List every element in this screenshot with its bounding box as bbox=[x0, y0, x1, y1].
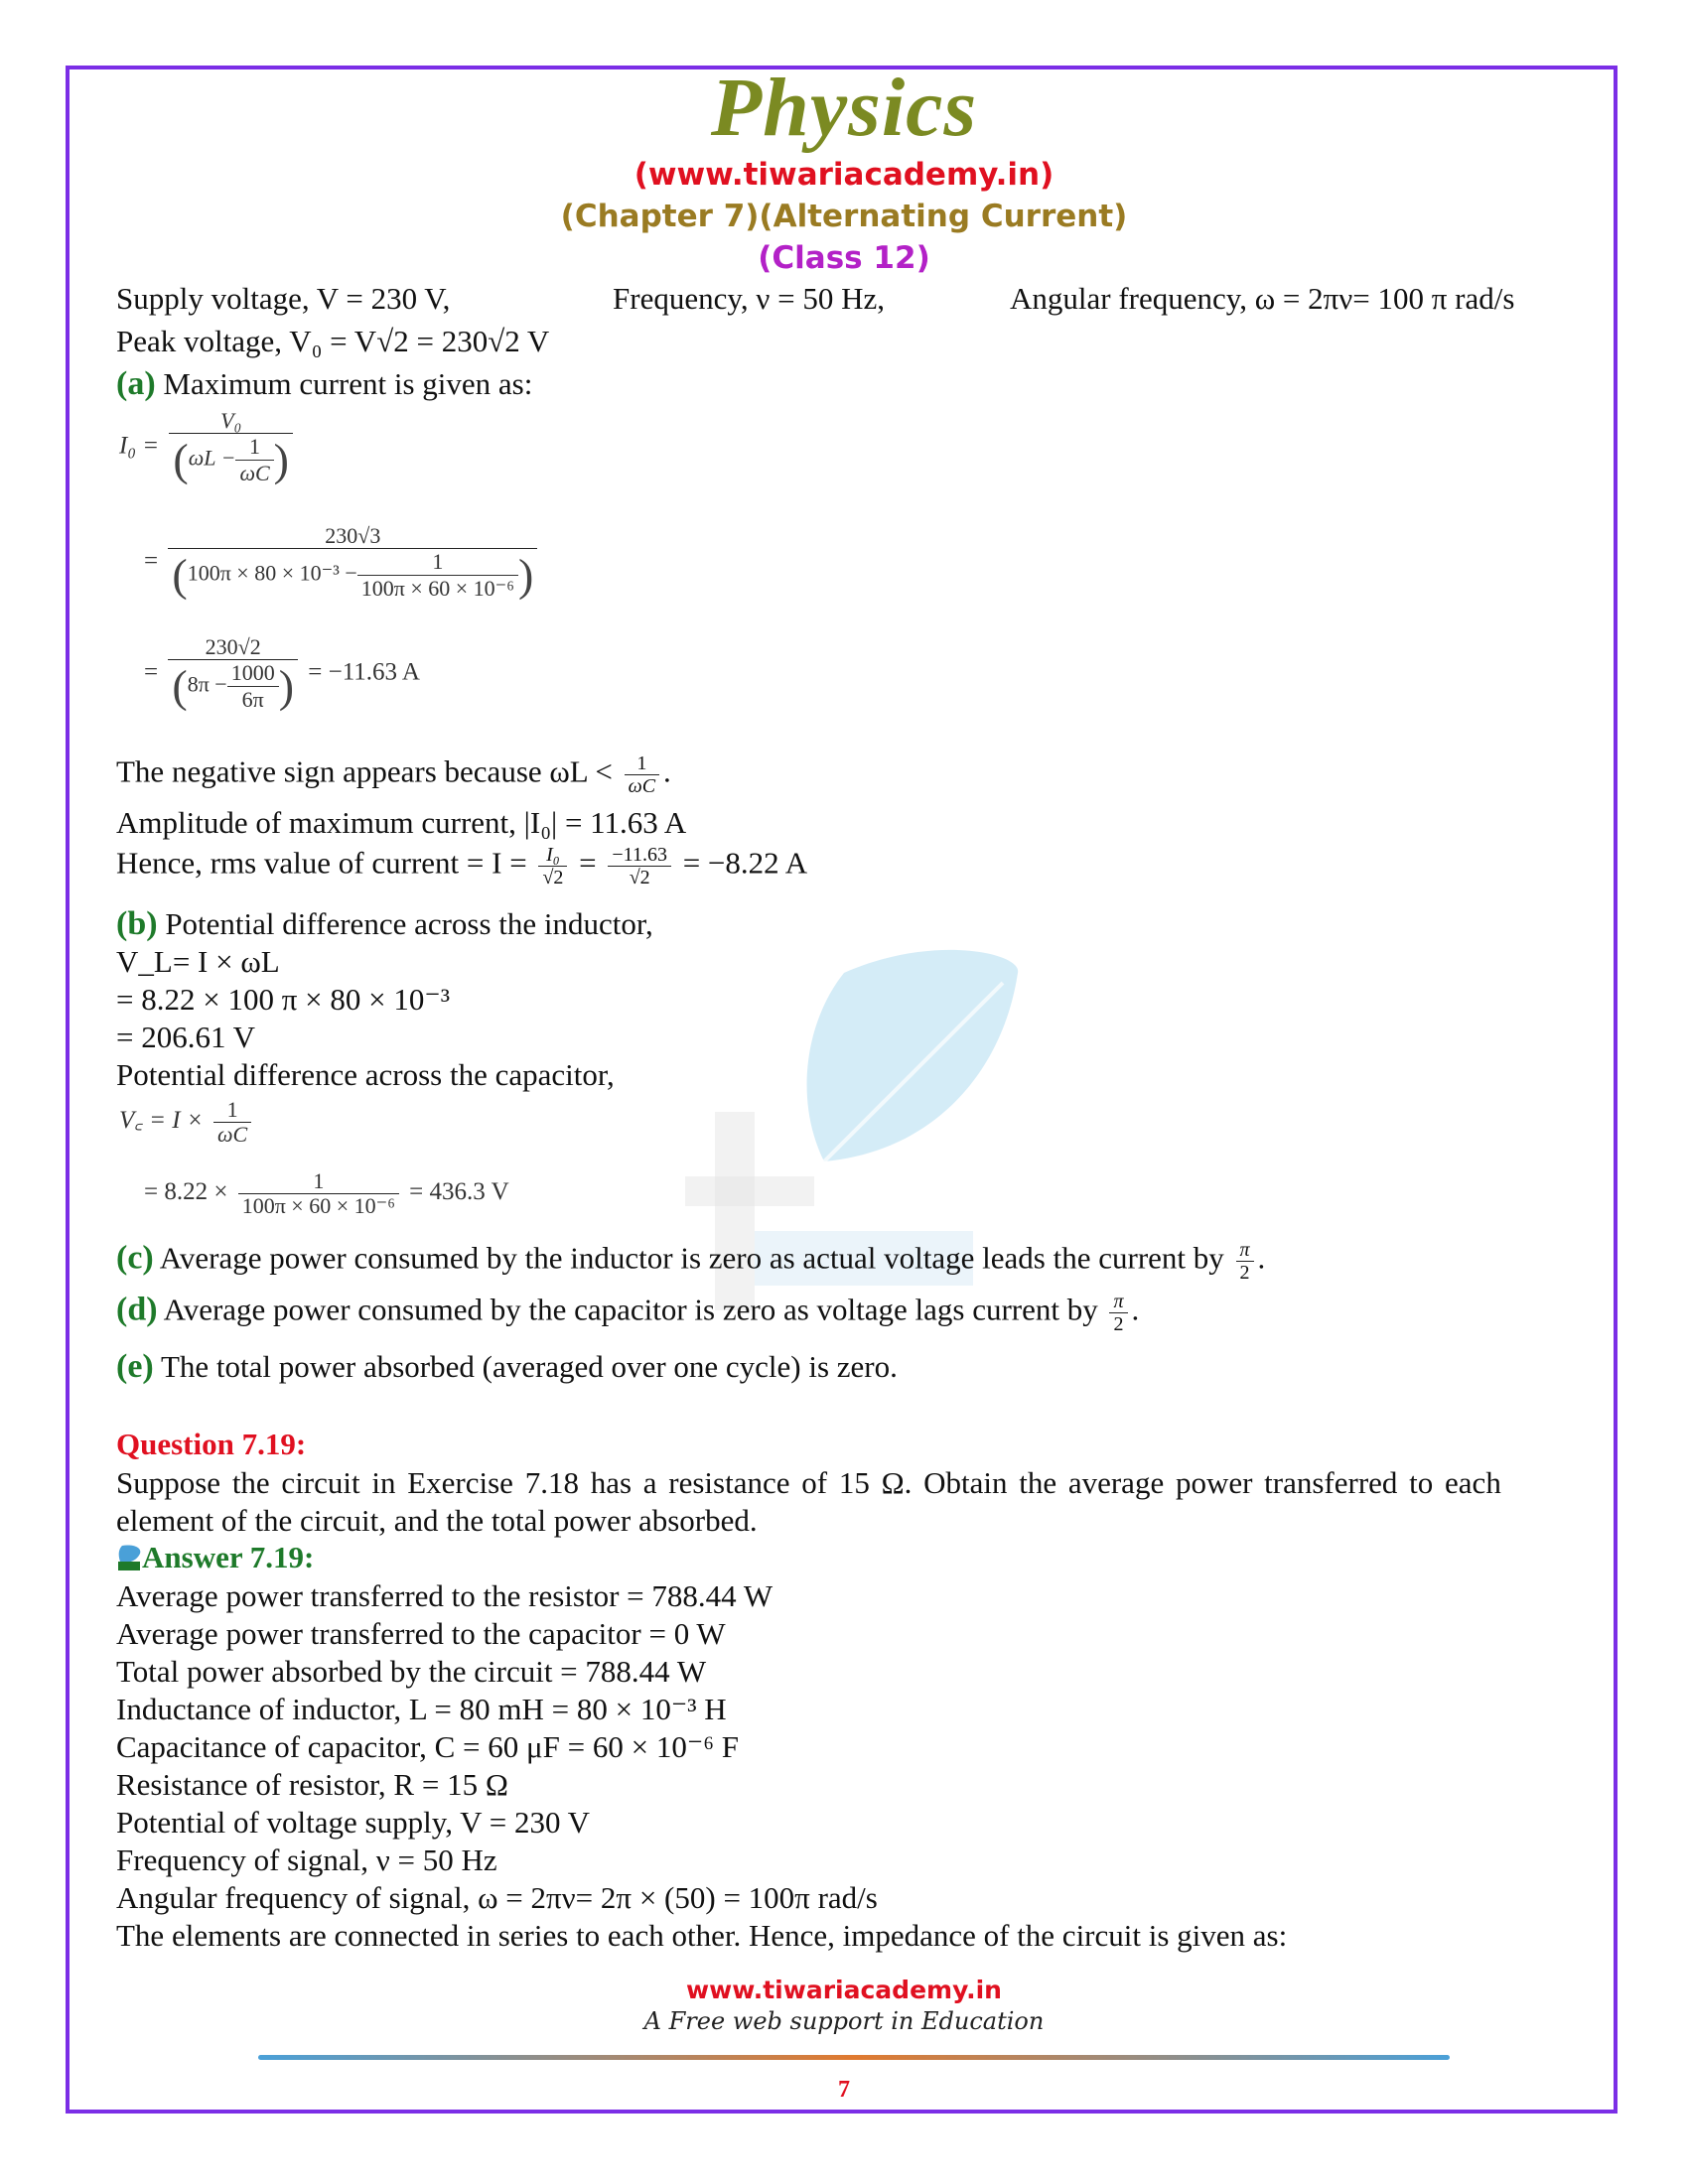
negative-sign-note: The negative sign appears because ωL < $\frac{1}{\omega C}$ . bbox=[116, 752, 671, 797]
answer-line: Capacitance of capacitor, C = 60 μF = 60 × 10⁻⁶ F bbox=[116, 1729, 740, 1764]
eq1-denominator-a: ωL − bbox=[188, 445, 236, 471]
part-d-label: (d) bbox=[116, 1291, 158, 1328]
part-c-frac-num: π bbox=[1236, 1239, 1254, 1262]
part-a-line bbox=[116, 365, 532, 403]
capacitor-intro: Potential difference across the capacitor, bbox=[116, 1057, 615, 1092]
part-e-line bbox=[116, 1348, 898, 1386]
answer-line: Potential of voltage supply, V = 230 V bbox=[116, 1805, 591, 1840]
eq3-inner-den: 6π bbox=[241, 687, 264, 712]
negative-sign-fraction bbox=[625, 752, 659, 797]
neg-frac-den: ωC bbox=[628, 775, 656, 797]
rms-f1-num: I₀ bbox=[538, 844, 567, 867]
footer-divider bbox=[258, 2055, 1450, 2060]
answer-line: Average power transferred to the resistor = 788.44 W bbox=[116, 1578, 774, 1613]
part-d-frac-den: 2 bbox=[1113, 1313, 1124, 1335]
watermark-logo bbox=[675, 933, 1033, 1350]
vc-result-equation bbox=[144, 1169, 509, 1218]
eq2-fraction: 230√3 (100π × 80 × 10⁻³ − $\frac{1}{\text{100π × 60 × 10⁻⁶}}$ ) bbox=[168, 524, 537, 602]
neg-frac-num: 1 bbox=[625, 752, 659, 775]
part-b-intro: Potential difference across the inductor, bbox=[165, 906, 653, 941]
part-d-fraction bbox=[1109, 1291, 1127, 1335]
question-line-2: element of the circuit, and the total power absorbed. bbox=[116, 1503, 758, 1538]
rms-fraction-1 bbox=[538, 844, 567, 888]
rms-f1-den: √2 bbox=[542, 867, 564, 888]
eq2-inner-den: 100π × 60 × 10⁻⁶ bbox=[360, 576, 514, 601]
vc-fraction bbox=[213, 1098, 251, 1147]
question-line-1: Suppose the circuit in Exercise 7.18 has a resistance of 15 Ω. Obtain the average power transferred to each bbox=[116, 1465, 1501, 1500]
vl-result: = 206.61 V bbox=[116, 1020, 256, 1054]
vc-formula bbox=[119, 1098, 255, 1147]
given-supply: Supply voltage, V = 230 V, bbox=[116, 281, 451, 316]
rms-fraction-2 bbox=[608, 844, 671, 888]
vc-lhs: V꜀ = I × bbox=[119, 1107, 204, 1135]
part-a-intro: Maximum current is given as: bbox=[163, 366, 533, 401]
part-e-text: The total power absorbed (averaged over one cycle) is zero. bbox=[160, 1349, 898, 1384]
vc-num: 1 bbox=[213, 1098, 251, 1123]
vc-den: ωC bbox=[217, 1122, 248, 1147]
eq3-inner-num: 1000 bbox=[227, 660, 279, 687]
answer-heading bbox=[116, 1540, 314, 1575]
eq-max-current-substituted bbox=[144, 524, 541, 602]
eq3-denominator-a: 8π − bbox=[187, 671, 227, 697]
eq-max-current-result bbox=[144, 635, 420, 713]
vc2-result: = 436.3 V bbox=[409, 1178, 509, 1206]
part-e-label: (e) bbox=[116, 1348, 154, 1385]
eq2-inner-num: 1 bbox=[357, 549, 518, 576]
part-d-line: (d) Average power consumed by the capacitor is zero as voltage lags current by $\frac{\pi}{2}$ . bbox=[116, 1291, 1140, 1335]
answer-line: The elements are connected in series to each other. Hence, impedance of the circuit is given as: bbox=[116, 1918, 1288, 1953]
part-d-frac-num: π bbox=[1109, 1291, 1127, 1313]
footer-tagline: A Free web support in Education bbox=[643, 2007, 1045, 2035]
given-angular-frequency: Angular frequency, ω = 2πν= 100 π rad/s bbox=[1010, 281, 1515, 316]
footer-site-link[interactable]: www.tiwariacademy.in bbox=[686, 1976, 1002, 2004]
part-d-text: Average power consumed by the capacitor is zero as voltage lags current by bbox=[163, 1292, 1098, 1327]
eq2-equals: = bbox=[144, 547, 159, 575]
part-c-frac-den: 2 bbox=[1239, 1262, 1250, 1284]
eq3-equals: = bbox=[144, 658, 159, 686]
chapter-heading: (Chapter 7)(Alternating Current) bbox=[560, 199, 1128, 234]
answer-line: Inductance of inductor, L = 80 mH = 80 × 10⁻³ H bbox=[116, 1692, 727, 1726]
vc2-num: 1 bbox=[238, 1169, 399, 1194]
eq3-result: = −11.63 A bbox=[308, 658, 420, 686]
question-title: Question 7.19: bbox=[116, 1427, 307, 1461]
page-title: Physics bbox=[710, 62, 978, 154]
answer-line: Average power transferred to the capacitor = 0 W bbox=[116, 1616, 726, 1651]
answer-line: Frequency of signal, ν = 50 Hz bbox=[116, 1843, 497, 1877]
eq1-inner-num: 1 bbox=[235, 434, 273, 461]
part-a-label: (a) bbox=[116, 365, 156, 402]
eq-max-current-formula bbox=[119, 409, 297, 486]
eq1-lhs: I₀ = bbox=[119, 432, 160, 460]
answer-line: Total power absorbed by the circuit = 788.44 W bbox=[116, 1654, 707, 1689]
eq3-fraction: 230√2 (8π − $\frac{1000}{6\pi}$ ) bbox=[168, 635, 298, 713]
part-c-text: Average power consumed by the inductor is zero as actual voltage leads the current by bbox=[159, 1240, 1224, 1276]
given-peak-voltage: Peak voltage, V₀ = V√2 = 230√2 V bbox=[116, 324, 550, 358]
given-frequency: Frequency, ν = 50 Hz, bbox=[613, 281, 885, 316]
part-b-label: (b) bbox=[116, 905, 158, 942]
vc2-prefix: = 8.22 × bbox=[144, 1178, 228, 1206]
eq2-denominator-a: 100π × 80 × 10⁻³ − bbox=[187, 560, 357, 586]
page-number: 7 bbox=[838, 2077, 850, 2103]
part-c-line: (c) Average power consumed by the inductor is zero as actual voltage leads the current by $\frac{\pi}{2}$ . bbox=[116, 1239, 1266, 1284]
vl-formula: V_L= I × ωL bbox=[116, 944, 280, 979]
amplitude-line: Amplitude of maximum current, |I₀| = 11.63 A bbox=[116, 805, 687, 840]
rms-f2-num: −11.63 bbox=[608, 844, 671, 867]
vc2-fraction bbox=[238, 1169, 399, 1218]
rms-f2-den: √2 bbox=[629, 867, 650, 888]
eq2-numerator: 230√3 bbox=[168, 524, 537, 549]
part-c-fraction bbox=[1236, 1239, 1254, 1284]
answer-line: Angular frequency of signal, ω = 2πν= 2π × (50) = 100π rad/s bbox=[116, 1880, 878, 1915]
vl-substitution: = 8.22 × 100 π × 80 × 10⁻³ bbox=[116, 982, 450, 1017]
eq3-numerator: 230√2 bbox=[168, 635, 298, 660]
answer-title: Answer 7.19: bbox=[142, 1540, 315, 1574]
eq1-inner-den: ωC bbox=[239, 461, 270, 485]
part-b-line bbox=[116, 905, 653, 943]
rms-prefix: Hence, rms value of current = I = bbox=[116, 845, 527, 881]
class-heading: (Class 12) bbox=[758, 240, 930, 276]
eq1-fraction: V₀ (ωL − $\frac{1}{\omega C}$ ) bbox=[169, 409, 293, 486]
header-site-link[interactable]: (www.tiwariacademy.in) bbox=[633, 157, 1055, 193]
answer-line: Resistance of resistor, R = 15 Ω bbox=[116, 1767, 508, 1802]
eq1-numerator: V₀ bbox=[169, 409, 293, 434]
rms-line: Hence, rms value of current = I = $\frac{\text{I₀}}{√2}$ = $\frac{-11.63}{√2}$ = −8.22 A bbox=[116, 844, 808, 888]
negative-sign-text: The negative sign appears because ωL < bbox=[116, 753, 613, 789]
vc2-den: 100π × 60 × 10⁻⁶ bbox=[241, 1193, 395, 1218]
rms-result: = −8.22 A bbox=[682, 845, 808, 881]
tiwari-logo-icon bbox=[116, 1544, 142, 1571]
part-c-label: (c) bbox=[116, 1239, 154, 1277]
